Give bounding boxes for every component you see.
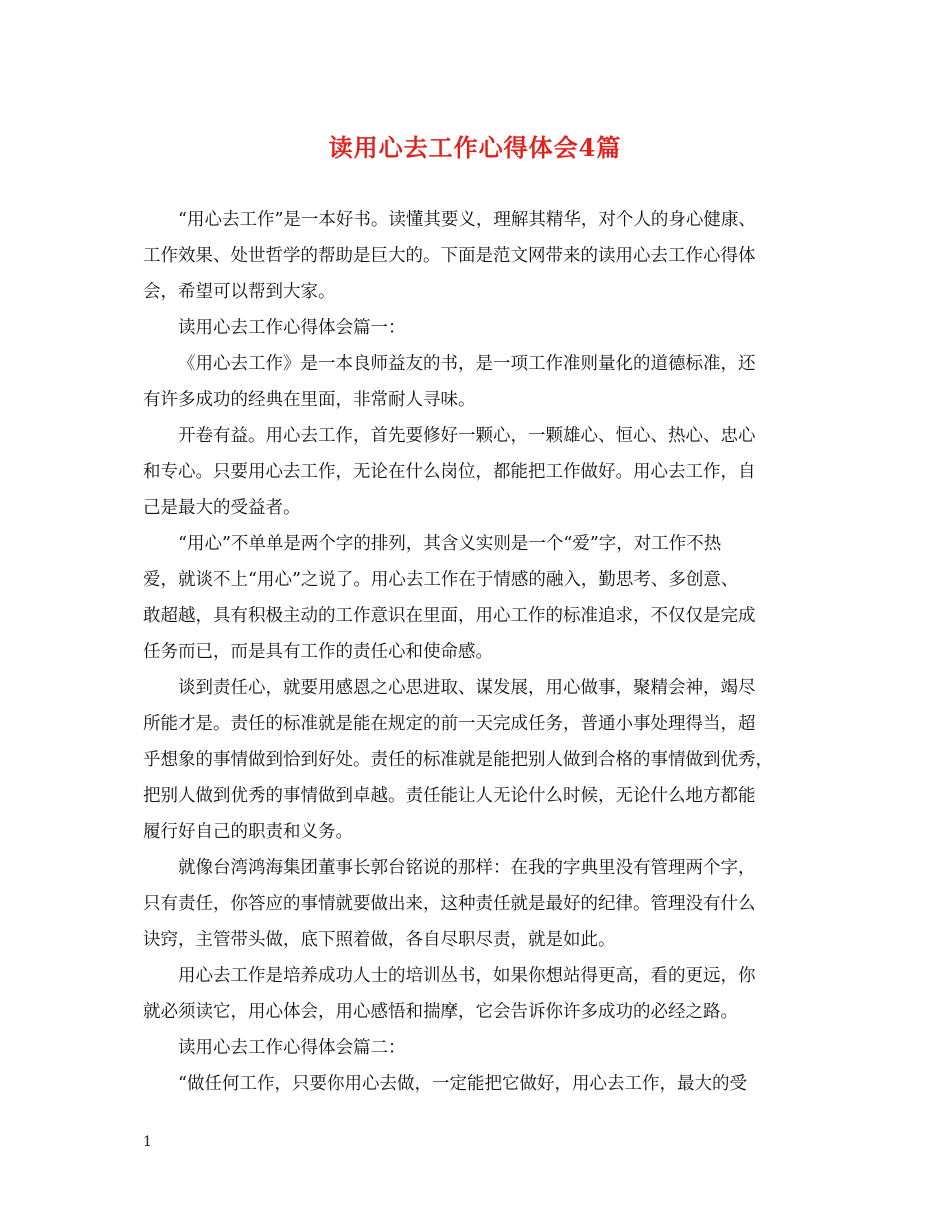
paragraph-line: 敢超越，具有积极主动的工作意识在里面，用心工作的标准追求，不仅仅是完成 (143, 606, 756, 626)
paragraph-line: 所能才是。责任的标准就是能在规定的前一天完成任务，普通小事处理得当，超 (143, 714, 756, 734)
paragraph-line: 只有责任，你答应的事情就要做出来，这种责任就是最好的纪律。管理没有什么 (143, 894, 756, 914)
paragraph-line: 就必须读它，用心体会，用心感悟和揣摩，它会告诉你许多成功的必经之路。 (143, 1002, 738, 1022)
page-number: 1 (143, 1134, 152, 1150)
paragraph-line: 开卷有益。用心去工作，首先要修好一颗心，一颗雄心、恒心、热心、忠心 (178, 426, 756, 446)
paragraph-line: 有许多成功的经典在里面，非常耐人寻味。 (143, 390, 476, 410)
document-title: 读用心去工作心得体会4篇 (328, 133, 622, 162)
paragraph-line: “用心”不单单是两个字的排列，其含义实则是一个“爱”字，对工作不热 (178, 534, 722, 554)
section-heading: 读用心去工作心得体会篇二： (178, 1038, 406, 1058)
paragraph-line: 用心去工作是培养成功人士的培训丛书，如果你想站得更高，看的更远，你 (178, 966, 756, 986)
document-body (143, 202, 811, 1102)
paragraph-line: 乎想象的事情做到恰到好处。责任的标准就是能把别人做到合格的事情做到优秀， (143, 750, 773, 770)
section-heading: 读用心去工作心得体会篇一： (178, 318, 406, 338)
paragraph-line: 会，希望可以帮到大家。 (143, 282, 336, 302)
paragraph-line: 履行好自己的职责和义务。 (143, 822, 353, 842)
paragraph-line: 谈到责任心，就要用感恩之心思进取、谋发展，用心做事，聚精会神，竭尽 (178, 678, 756, 698)
paragraph-line: “做任何工作，只要你用心去做，一定能把它做好，用心去工作，最大的受 (178, 1074, 747, 1094)
paragraph-line: 诀窍，主管带头做，底下照着做，各自尽职尽责，就是如此。 (143, 930, 616, 950)
paragraph-line: 爱，就谈不上“用心”之说了。用心去工作在于情感的融入，勤思考、多创意、 (143, 570, 739, 590)
paragraph-line: 和专心。只要用心去工作，无论在什么岗位，都能把工作做好。用心去工作，自 (143, 462, 756, 482)
paragraph-line: 把别人做到优秀的事情做到卓越。责任能让人无论什么时候，无论什么地方都能 (143, 786, 756, 806)
paragraph-line: 工作效果、处世哲学的帮助是巨大的。下面是范文网带来的读用心去工作心得体 (143, 246, 756, 266)
paragraph-line: “用心去工作”是一本好书。读懂其要义，理解其精华，对个人的身心健康、 (178, 210, 756, 230)
paragraph-line: 任务而已，而是具有工作的责任心和使命感。 (143, 642, 493, 662)
paragraph-line: 就像台湾鸿海集团董事长郭台铭说的那样：在我的字典里没有管理两个字， (178, 858, 756, 878)
paragraph-line: 己是最大的受益者。 (143, 498, 301, 518)
paragraph-line: 《用心去工作》是一本良师益友的书，是一项工作准则量化的道德标准，还 (178, 354, 756, 374)
